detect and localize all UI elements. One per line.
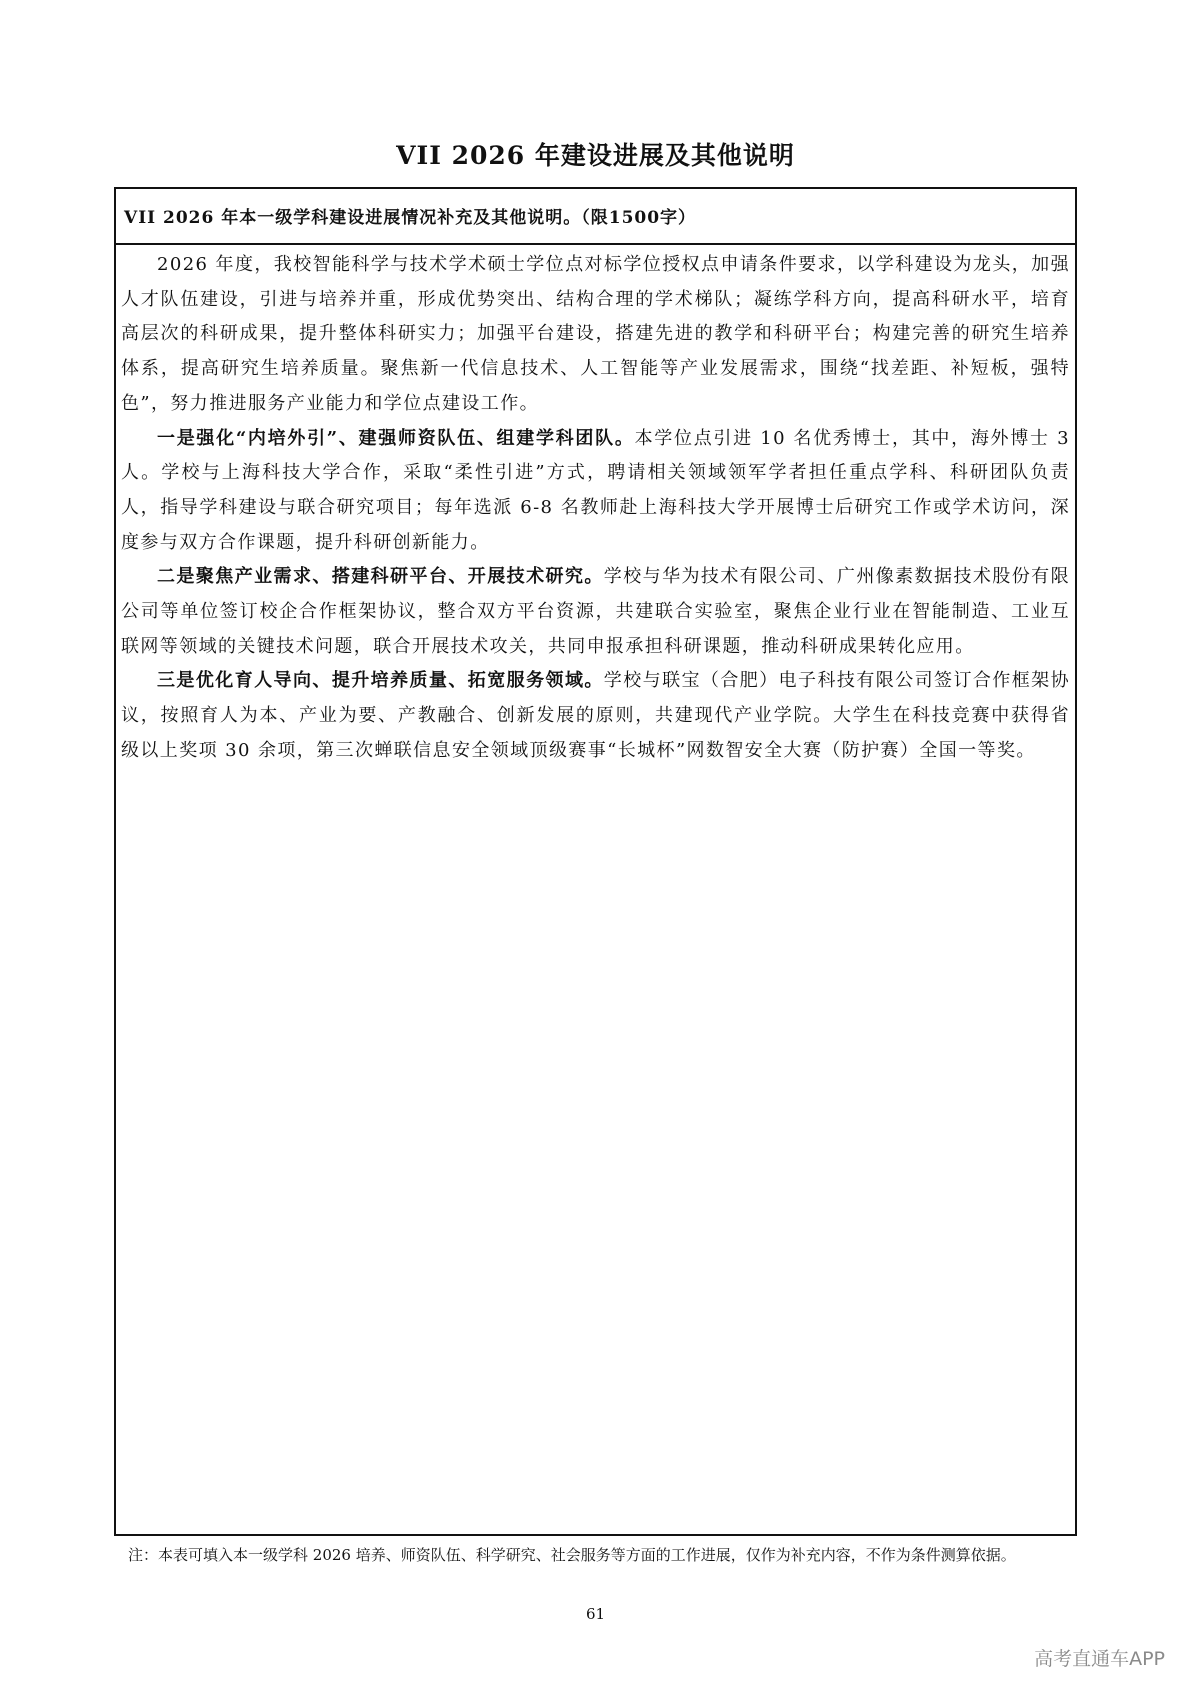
paragraph-text: 2026 年度，我校智能科学与技术学术硕士学位点对标学位授权点申请条件要求，以学科建设为龙头，加强人才队伍建设，引进与培养并重，形成优势突出、结构合理的学术梯队；凝练学科方向，提高科研水平，培育高层次的科研成果，提升整体科研实力；加强平台建设，搭建先进的教学和科研平台；构建完善的研究生培养体系，提高研究生培养质量。聚焦新一代信息技术、人工智能等产业发展需求，围绕“找差距、补短板，强特色”，努力推进服务产业能力和学位点建设工作。	[121, 254, 1070, 414]
footnote: 注：本表可填入本一级学科 2026 培养、师资队伍、科学研究、社会服务等方面的工作进展，仅作为补充内容，不作为条件测算依据。	[128, 1546, 1016, 1564]
section-body	[116, 245, 1075, 769]
section-header: VII 2026 年本一级学科建设进展情况补充及其他说明。（限1500字）	[116, 189, 1075, 245]
page-number: 61	[585, 1605, 606, 1623]
paragraph-lead: 二是聚焦产业需求、搭建科研平台、开展技术研究。	[157, 566, 604, 588]
paragraph-research-platform	[121, 560, 1070, 664]
paragraph-intro	[121, 248, 1070, 422]
paragraph-lead: 一是强化“内培外引”、建强师资队伍、组建学科团队。	[157, 427, 635, 449]
paragraph-text: 学校与联宝（合肥）电子科技有限公司签订合作框架协议，按照育人为本、产业为要、产教融合、创新发展的原则，共建现代产业学院。大学生在科技竞赛中获得省级以上奖项 30 余项，第三次蝉联信息安全领域顶级赛事“长城杯”网数智安全大赛（防护赛）全国一等奖。	[121, 670, 1070, 761]
paragraph-lead: 三是优化育人导向、提升培养质量、拓宽服务领域。	[157, 670, 604, 692]
watermark: 高考直通车APP	[1034, 1648, 1165, 1670]
page-title: VII 2026 年建设进展及其他说明	[396, 141, 795, 170]
content-table	[114, 187, 1077, 1536]
paragraph-text: 本学位点引进 10 名优秀博士，其中，海外博士 3 人。学校与上海科技大学合作，采取“柔性引进”方式，聘请相关领域领军学者担任重点学科、科研团队负责人，指导学科建设与联合研究项目；每年选派 6-8 名教师赴上海科技大学开展博士后研究工作或学术访问，深度参与双方合作课题，提升科研创新能力。	[121, 427, 1070, 553]
paragraph-education	[121, 664, 1070, 768]
paragraph-text: 学校与华为技术有限公司、广州像素数据技术股份有限公司等单位签订校企合作框架协议，整合双方平台资源，共建联合实验室，聚焦企业行业在智能制造、工业互联网等领域的关键技术问题，联合开展技术攻关，共同申报承担科研课题，推动科研成果转化应用。	[121, 566, 1070, 657]
paragraph-faculty	[121, 422, 1070, 561]
